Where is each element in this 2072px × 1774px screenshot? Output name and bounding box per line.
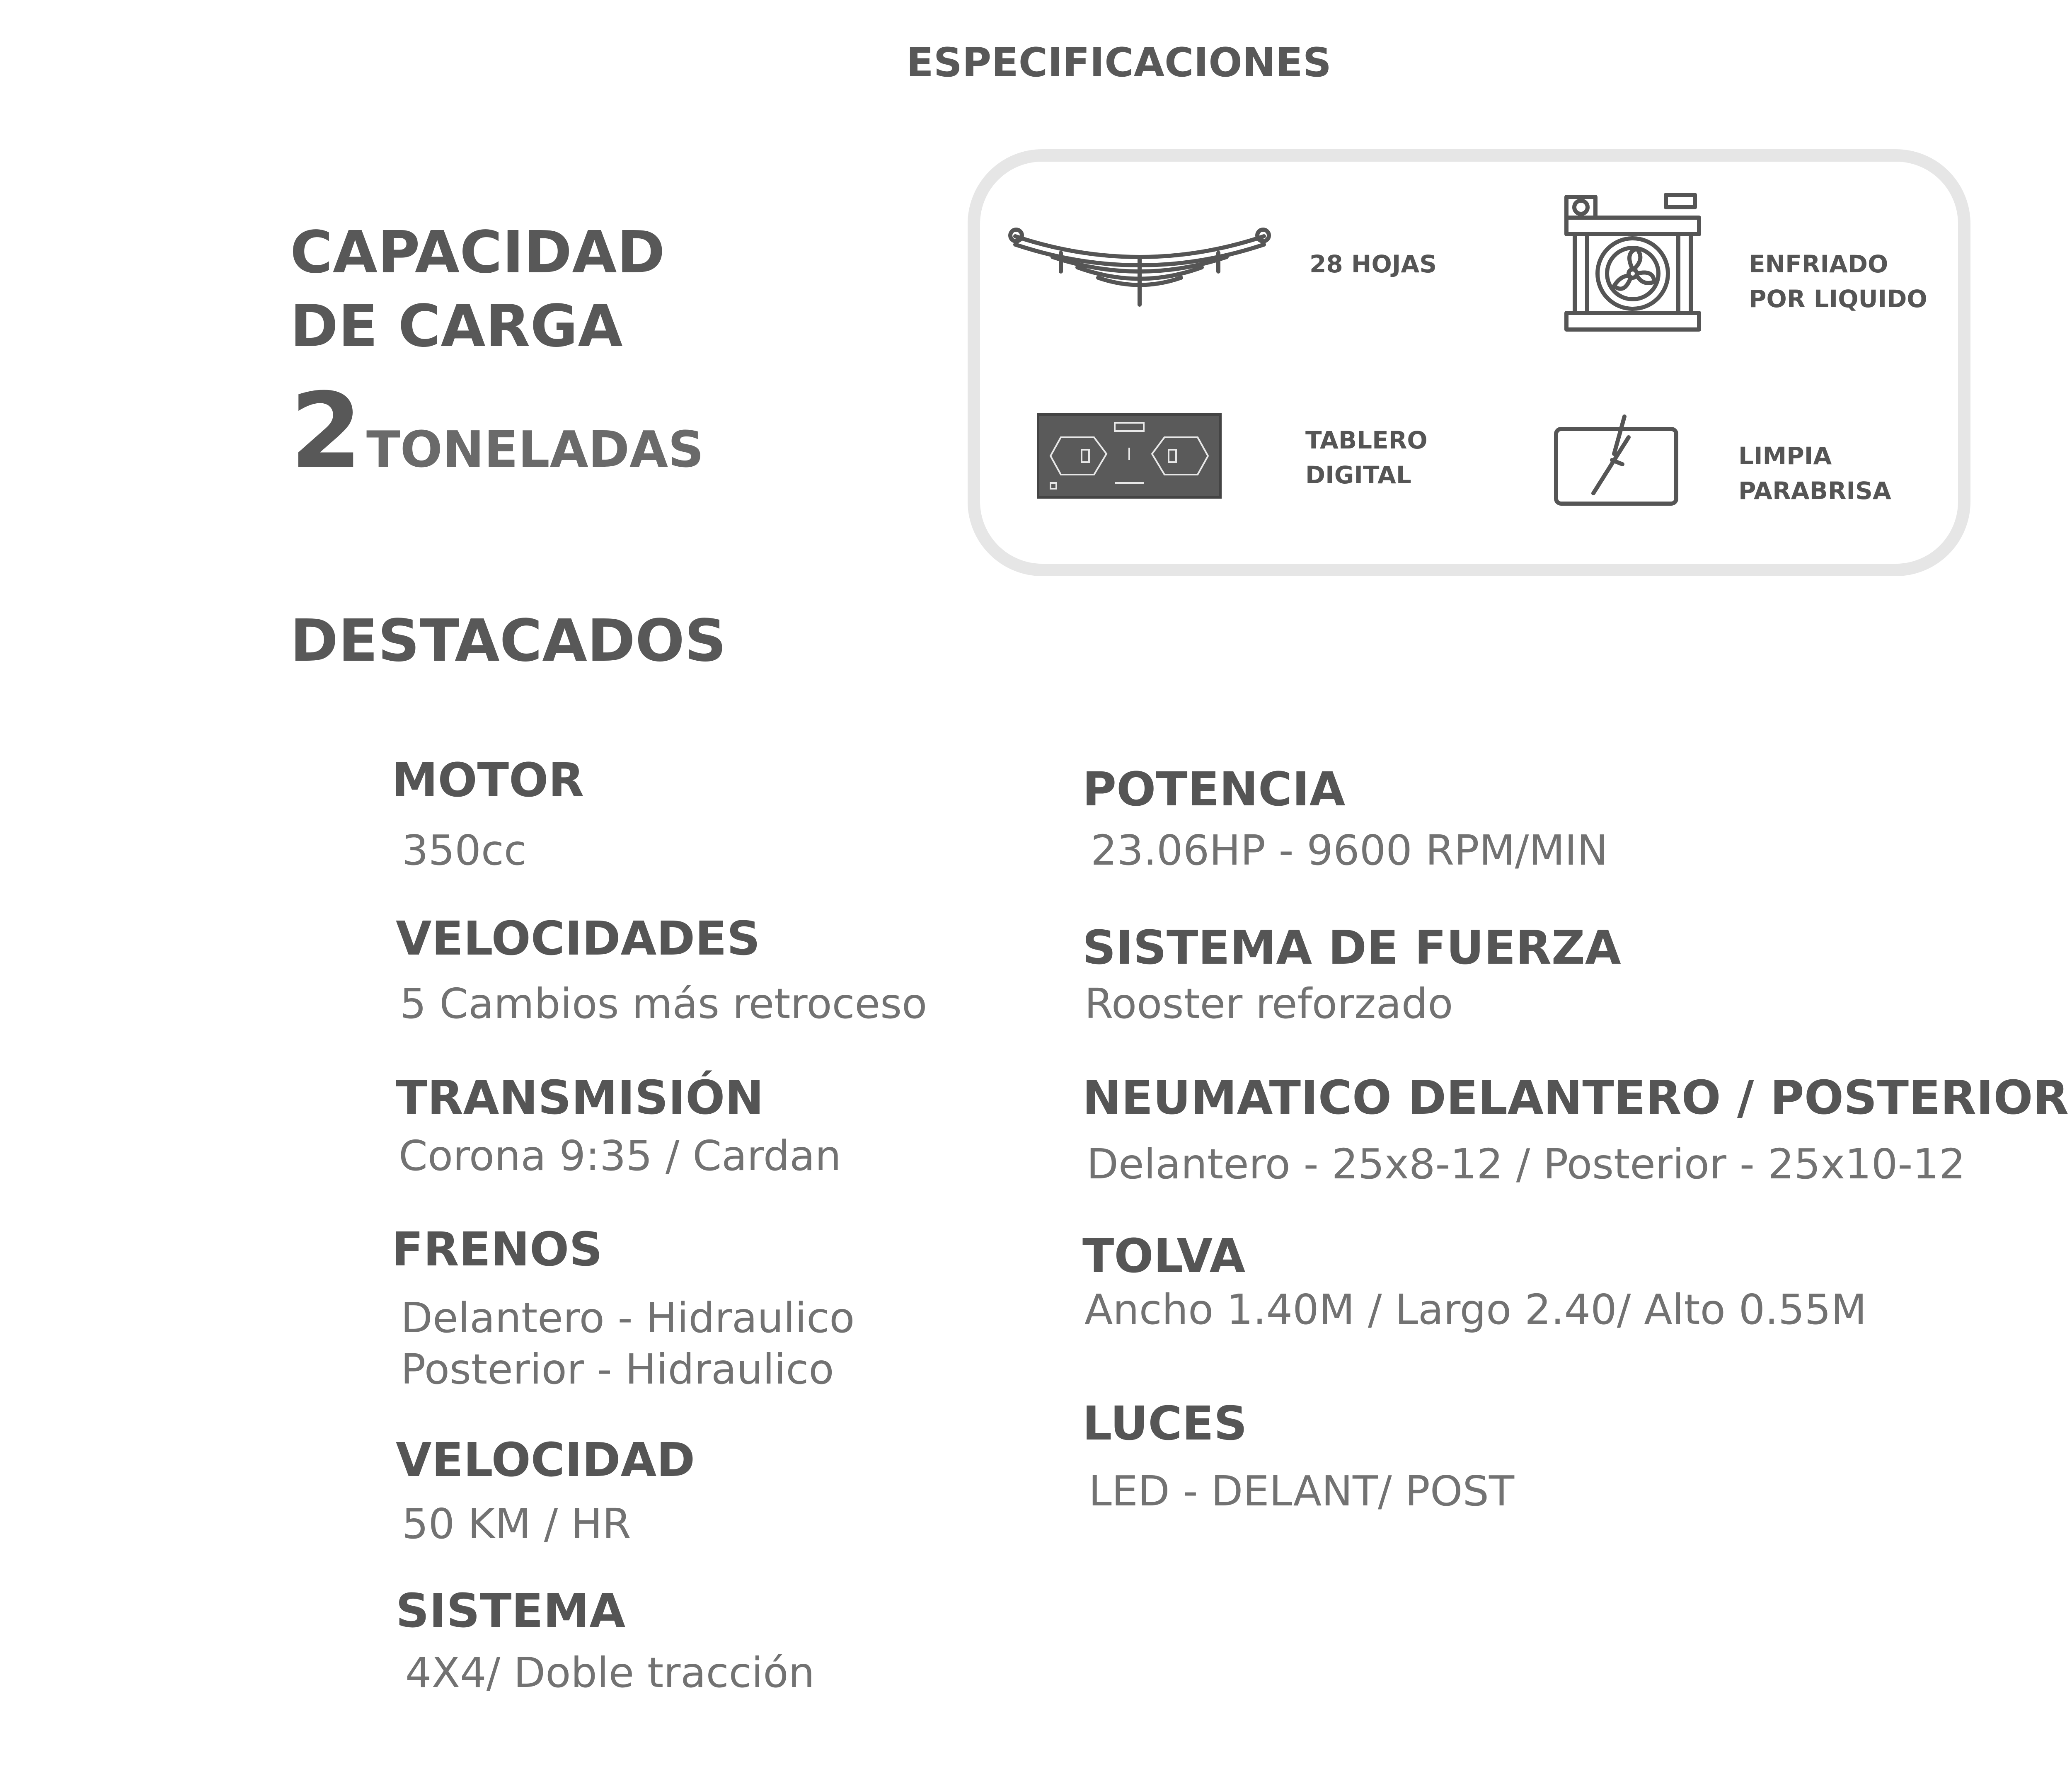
spec-value-motor: 350cc	[402, 826, 527, 875]
spec-value-sistema-fuerza: Rooster reforzado	[1084, 979, 1453, 1028]
spec-title-velocidades: VELOCIDADES	[396, 912, 760, 966]
spec-title-sistema: SISTEMA	[396, 1584, 626, 1638]
spec-title-velocidad: VELOCIDAD	[396, 1433, 695, 1487]
digital-dashboard-icon	[1036, 412, 1222, 499]
feature-radiator-line2: POR LIQUIDO	[1749, 285, 1927, 313]
feature-dashboard-line2: DIGITAL	[1305, 461, 1411, 489]
spec-title-tolva: TOLVA	[1082, 1229, 1246, 1283]
feature-dashboard-line1: TABLERO	[1305, 426, 1428, 454]
spec-value-tolva: Ancho 1.40M / Largo 2.40/ Alto 0.55M	[1084, 1285, 1867, 1334]
spec-value-frenos-line1: Delantero - Hidraulico	[401, 1294, 855, 1342]
highlights-heading: DESTACADOS	[290, 607, 726, 675]
spec-title-motor: MOTOR	[392, 754, 584, 807]
capacity-unit: TONELADAS	[366, 421, 704, 479]
capacity-label-line2: DE CARGA	[290, 293, 623, 360]
windshield-wiper-icon	[1552, 412, 1680, 508]
feature-wiper-label	[1738, 439, 1891, 508]
spec-value-neumatico: Delantero - 25x8-12 / Posterior - 25x10-12	[1087, 1140, 1965, 1188]
feature-radiator-line1: ENFRIADO	[1749, 250, 1888, 278]
spec-value-sistema: 4X4/ Doble tracción	[405, 1648, 815, 1697]
spec-title-transmision: TRANSMISIÓN	[396, 1071, 764, 1125]
feature-wiper-line2: PARABRISA	[1738, 477, 1891, 505]
capacity-number: 2	[290, 371, 362, 491]
spec-title-potencia: POTENCIA	[1082, 763, 1346, 817]
capacity-value	[290, 371, 704, 491]
spec-title-frenos: FRENOS	[392, 1223, 603, 1277]
features-panel	[968, 149, 1970, 576]
spec-value-frenos-line2: Posterior - Hidraulico	[401, 1345, 834, 1394]
spec-value-potencia: 23.06HP - 9600 RPM/MIN	[1091, 826, 1608, 875]
capacity-label-line1: CAPACIDAD	[290, 219, 665, 286]
spec-value-luces: LED - DELANT/ POST	[1089, 1467, 1515, 1515]
spec-value-velocidad: 50 KM / HR	[402, 1500, 631, 1548]
spec-value-transmision: Corona 9:35 / Cardan	[399, 1132, 841, 1180]
radiator-fan-icon	[1562, 193, 1703, 338]
spec-title-sistema-fuerza: SISTEMA DE FUERZA	[1082, 921, 1621, 975]
feature-radiator-label	[1749, 247, 1927, 316]
page-title: ESPECIFICACIONES	[906, 39, 1331, 86]
feature-wiper-line1: LIMPIA	[1738, 442, 1832, 470]
leaf-spring-icon	[1007, 224, 1272, 307]
spec-value-velocidades: 5 Cambios más retroceso	[400, 979, 927, 1028]
spec-title-luces: LUCES	[1082, 1397, 1247, 1451]
spec-title-neumatico: NEUMATICO DELANTERO / POSTERIOR	[1082, 1071, 2069, 1125]
feature-dashboard-label	[1305, 423, 1428, 492]
feature-leaf-spring-label: 28 HOJAS	[1310, 250, 1437, 278]
